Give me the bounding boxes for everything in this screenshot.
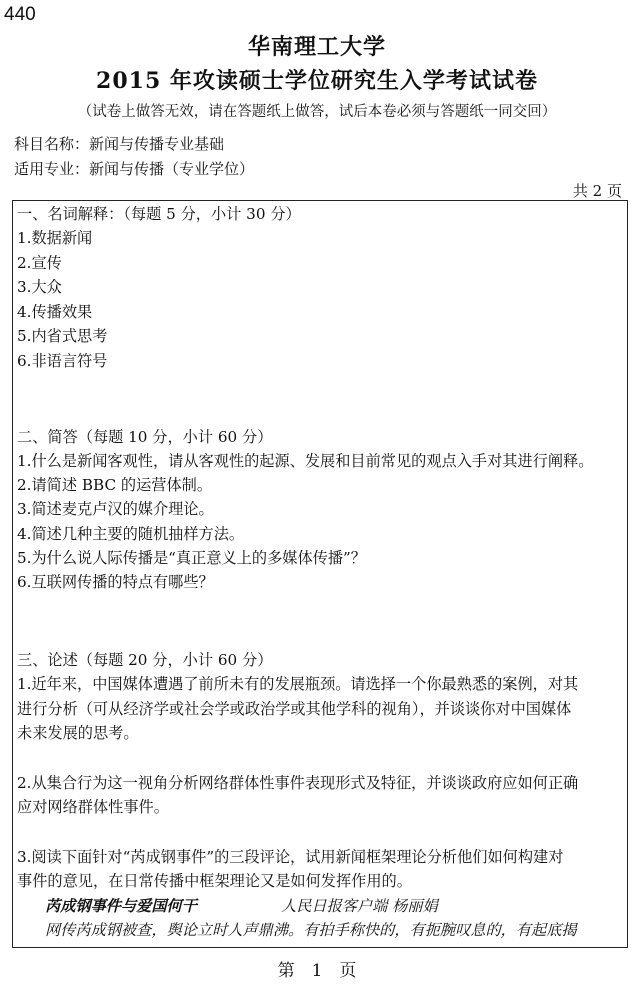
essay-q1-line: 1.近年来，中国媒体遭遇了前所未有的发展瓶颈。请选择一个你最熟悉的案例，对其	[17, 675, 579, 693]
applicable-major: 适用专业：新闻与传播（专业学位）	[14, 160, 255, 178]
exam-instructions: （试卷上做答无效，请在答题纸上做答，试后本卷必须与答题纸一同交回）	[77, 104, 557, 120]
question-box	[12, 200, 628, 948]
short-answer-item: 6.互联网传播的特点有哪些？	[17, 573, 214, 591]
essay-q3-line: 事件的意见，在日常传播中框架理论又是如何发挥作用的。	[17, 872, 412, 890]
term-item: 6.非语言符号	[17, 352, 108, 370]
essay-q3-line: 3.阅读下面针对“芮成钢事件”的三段评论，试用新闻框架理论分析他们如何构建对	[17, 848, 564, 866]
short-answer-item: 5.为什么说人际传播是“真正意义上的多媒体传播”？	[17, 549, 366, 567]
short-answer-item: 4.简述几种主要的随机抽样方法。	[17, 525, 245, 543]
essay-q1-line: 进行分析（可从经济学或社会学或政治学或其他学科的视角），并谈谈你对中国媒体	[17, 700, 572, 718]
exam-title: 2015 年攻读硕士学位研究生入学考试试卷	[96, 68, 538, 94]
section2-heading: 二、简答（每题 10 分，小计 60 分）	[17, 428, 273, 446]
subject-name: 科目名称：新闻与传播专业基础	[14, 135, 225, 153]
article-text: 网传芮成钢被查，舆论立时人声鼎沸。有拍手称快的，有扼腕叹息的，有起底揭	[45, 921, 577, 939]
article-source: 人民日报客户端 杨丽娟	[281, 897, 438, 915]
term-item: 2.宣传	[17, 254, 62, 272]
term-item: 3.大众	[17, 278, 62, 296]
university-name: 华南理工大学	[247, 34, 386, 60]
total-pages: 共 2 页	[572, 182, 622, 200]
page-number: 第 1 页	[277, 961, 357, 981]
section1-heading: 一、名词解释：（每题 5 分，小计 30 分）	[17, 205, 301, 223]
essay-q2-line: 应对网络群体性事件。	[17, 798, 169, 816]
term-item: 4.传播效果	[17, 303, 93, 321]
essay-q1-line: 未来发展的思考。	[17, 724, 139, 742]
short-answer-item: 3.简述麦克卢汉的媒介理论。	[17, 500, 214, 518]
exam-code: 440	[4, 4, 36, 25]
term-item: 1.数据新闻	[17, 229, 93, 247]
short-answer-item: 2.请简述 BBC 的运营体制。	[17, 476, 213, 494]
essay-q2-line: 2.从集合行为这一视角分析网络群体性事件表现形式及特征，并谈谈政府应如何正确	[17, 774, 579, 792]
short-answer-item: 1.什么是新闻客观性，请从客观性的起源、发展和目前常见的观点入手对其进行阐释。	[17, 452, 594, 470]
section3-heading: 三、论述（每题 20 分，小计 60 分）	[17, 651, 273, 669]
term-item: 5.内省式思考	[17, 327, 108, 345]
article-title: 芮成钢事件与爱国何干	[45, 897, 197, 915]
